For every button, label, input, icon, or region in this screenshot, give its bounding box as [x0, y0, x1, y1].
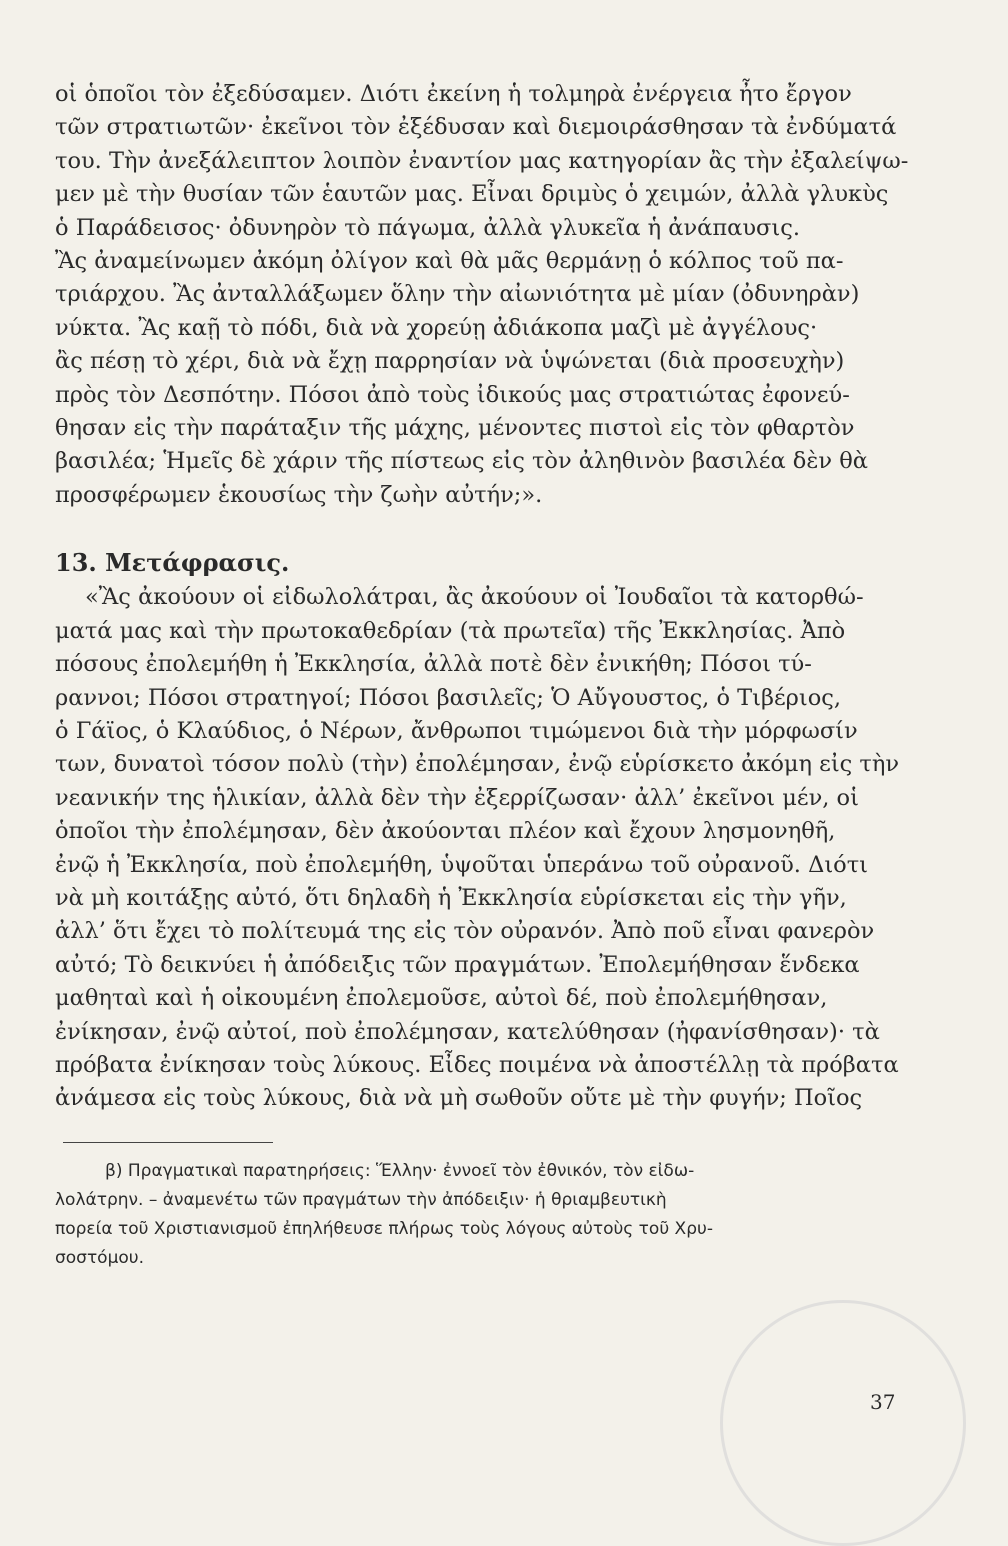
text-line: αὐτό; Τὸ δεικνύει ἡ ἀπόδειξις τῶν πραγμάτων. Ἐπολεμήθησαν ἕνδεκα — [55, 951, 860, 978]
text-line: πόσους ἐπολεμήθη ἡ Ἐκκλησία, ἀλλὰ ποτὲ δὲν ἐνικήθη; Πόσοι τύ- — [55, 651, 812, 678]
text-line: «Ἂς ἀκούουν οἱ εἰδωλολάτραι, ἂς ἀκούουν οἱ Ἰουδαῖοι τὰ κατορθώ- — [85, 584, 864, 611]
text-line: νύκτα. Ἂς καῇ τὸ πόδι, διὰ νὰ χορεύῃ ἀδιάκοπα μαζὶ μὲ ἀγγέλους· — [55, 314, 818, 341]
text-line: πρόβατα ἐνίκησαν τοὺς λύκους. Εἶδες ποιμένα νὰ ἀποστέλλῃ τὰ πρόβατα — [55, 1051, 899, 1078]
text-line: πρὸς τὸν Δεσπότην. Πόσοι ἀπὸ τοὺς ἰδικούς μας στρατιώτας ἐφονεύ- — [55, 381, 850, 408]
text-line: μεν μὲ τὴν θυσίαν τῶν ἑαυτῶν μας. Εἶναι δριμὺς ὁ χειμών, ἀλλὰ γλυκὺς — [55, 181, 889, 208]
footnote-line: λολάτρην. – ἀναμενέτω τῶν πραγμάτων τὴν ἀπόδειξιν· ἡ θριαμβευτικὴ — [55, 1189, 667, 1210]
text-line: ὁ Γάϊος, ὁ Κλαύδιος, ὁ Νέρων, ἄνθρωποι τιμώμενοι διὰ τὴν μόρφωσίν — [55, 717, 858, 744]
footnote-divider — [63, 1142, 273, 1143]
page-number: 37 — [870, 1390, 896, 1414]
text-line: ἐνίκησαν, ἐνῷ αὐτοί, ποὺ ἐπολέμησαν, κατελύθησαν (ἠφανίσθησαν)· τὰ — [55, 1018, 880, 1045]
text-line: ἐνῷ ἡ Ἐκκλησία, ποὺ ἐπολεμήθη, ὑψοῦται ὑπεράνω τοῦ οὐρανοῦ. Διότι — [55, 851, 868, 878]
text-line: ὁποῖοι τὴν ἐπολέμησαν, δὲν ἀκούονται πλέον καὶ ἔχουν λησμονηθῆ, — [55, 818, 836, 845]
page-body — [55, 78, 915, 1273]
text-line: οἱ ὁποῖοι τὸν ἐξεδύσαμεν. Διότι ἐκείνη ἡ τολμηρὰ ἐνέργεια ἦτο ἔργον — [55, 81, 852, 107]
text-line: του. Τὴν ἀνεξάλειπτον λοιπὸν ἐναντίον μας κατηγορίαν ἂς τὴν ἐξαλείψω- — [55, 147, 909, 174]
text-line: νὰ μὴ κοιτάξῃς αὐτό, ὅτι δηλαδὴ ἡ Ἐκκλησία εὑρίσκεται εἰς τὴν γῆν, — [55, 884, 847, 911]
text-line: των, δυνατοὶ τόσον πολὺ (τὴν) ἐπολέμησαν, ἐνῷ εὑρίσκετο ἀκόμη εἰς τὴν — [55, 751, 900, 778]
text-line: Ἂς ἀναμείνωμεν ἀκόμη ὀλίγον καὶ θὰ μᾶς θερμάνῃ ὁ κόλπος τοῦ πα- — [55, 248, 844, 275]
footnote-line: σοστόμου. — [55, 1247, 145, 1268]
text-line: ραννοι; Πόσοι στρατηγοί; Πόσοι βασιλεῖς; Ὁ Αὔγουστος, ὁ Τιβέριος, — [55, 684, 842, 711]
text-line: ἀνάμεσα εἰς τοὺς λύκους, διὰ νὰ μὴ σωθοῦν οὔτε μὲ τὴν φυγήν; Ποῖος — [55, 1085, 863, 1112]
paragraph-1 — [55, 78, 915, 512]
library-stamp-watermark — [720, 1300, 966, 1546]
footnote-line: πορεία τοῦ Χριστιανισμοῦ ἐπηλήθευσε πλήρως τοὺς λόγους αὐτοὺς τοῦ Χρυ- — [55, 1218, 713, 1239]
text-line: ἂς πέσῃ τὸ χέρι, διὰ νὰ ἔχῃ παρρησίαν νὰ ὑψώνεται (διὰ προσευχὴν) — [55, 348, 845, 375]
text-line: μαθηταὶ καὶ ἡ οἰκουμένη ἐπολεμοῦσε, αὐτοὶ δέ, ποὺ ἐπολεμήθησαν, — [55, 985, 828, 1012]
text-line: προσφέρωμεν ἑκουσίως τὴν ζωὴν αὐτήν;». — [55, 481, 543, 508]
footnote-line: β) Πραγματικαὶ παρατηρήσεις: Ἕλλην· ἐννοεῖ τὸν ἐθνικόν, τὸν εἰδω- — [105, 1160, 695, 1181]
text-line: νεανικήν της ἡλικίαν, ἀλλὰ δὲν τὴν ἐξερρίζωσαν· ἀλλ’ ἐκεῖνοι μέν, οἱ — [55, 784, 859, 811]
text-line: θησαν εἰς τὴν παράταξιν τῆς μάχης, μένοντες πιστοὶ εἰς τὸν φθαρτὸν — [55, 415, 855, 442]
text-line: τριάρχου. Ἂς ἀνταλλάξωμεν ὅλην τὴν αἰωνιότητα μὲ μίαν (ὀδυνηρὰν) — [55, 281, 860, 308]
text-line: βασιλέα; Ἡμεῖς δὲ χάριν τῆς πίστεως εἰς τὸν ἀληθινὸν βασιλέα δὲν θὰ — [55, 448, 868, 475]
paragraph-2 — [55, 581, 915, 1116]
text-line: ματά μας καὶ τὴν πρωτοκαθεδρίαν (τὰ πρωτεῖα) τῆς Ἐκκλησίας. Ἀπὸ — [55, 617, 846, 644]
text-line: ἀλλ’ ὅτι ἔχει τὸ πολίτευμά της εἰς τὸν οὐρανόν. Ἀπὸ ποῦ εἶναι φανερὸν — [55, 918, 875, 945]
text-line: ὁ Παράδεισος· ὀδυνηρὸν τὸ πάγωμα, ἀλλὰ γλυκεῖα ἡ ἀνάπαυσις. — [55, 214, 800, 241]
footnote — [55, 1157, 915, 1273]
section-heading: 13. Μετάφρασις. — [55, 548, 290, 578]
text-line: τῶν στρατιωτῶν· ἐκεῖνοι τὸν ἐξέδυσαν καὶ διεμοιράσθησαν τὰ ἐνδύματά — [55, 114, 897, 141]
